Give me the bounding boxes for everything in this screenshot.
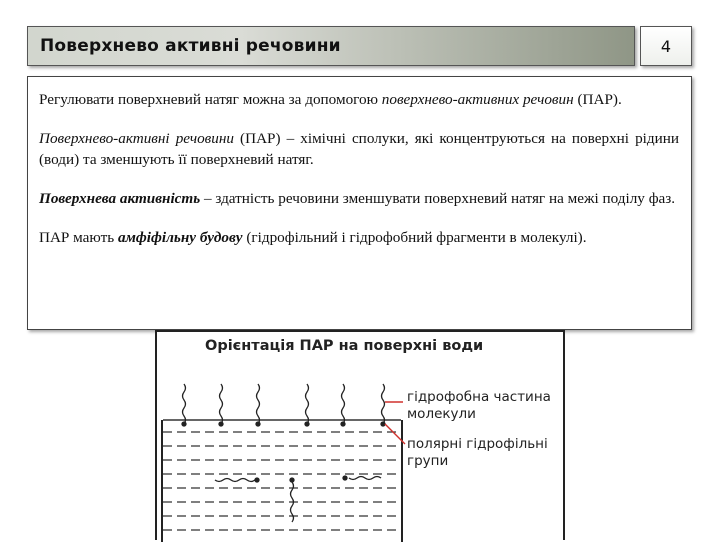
p1-text-c: (ПАР). (573, 91, 622, 108)
slide-title-bar (27, 26, 635, 66)
label-hydrophobic (407, 389, 551, 423)
paragraph-1 (39, 89, 679, 110)
label-polar-line2: групи (407, 453, 449, 469)
paragraph-4 (39, 227, 679, 248)
p4-term: амфіфільну будову (117, 229, 243, 246)
text-content-box (27, 76, 692, 330)
water-surface-lines (163, 420, 401, 530)
page-number: 4 (660, 36, 672, 56)
label-hydrophobic-line2: молекули (407, 406, 476, 422)
p2-term: Поверхнево-активні речовини (39, 130, 234, 147)
figure-title: Орієнтація ПАР на поверхні води (205, 338, 484, 354)
container-vessel (162, 420, 402, 542)
surfactant-orientation-figure (155, 330, 565, 540)
slide-title: Поверхнево активні речовини (40, 36, 341, 56)
p4-text-a: ПАР мають (39, 229, 118, 246)
label-polar-line1: полярні гідрофільні (407, 436, 548, 452)
p1-term: поверхнево-активних речовин (381, 91, 574, 108)
p3-text-b: – здатність речовини зменшувати поверхневий натяг на межі поділу фаз. (200, 190, 676, 207)
p3-term: Поверхнева активність (39, 190, 201, 207)
paragraph-3 (39, 188, 679, 209)
page-number-box (640, 26, 692, 66)
p1-text-a: Регулювати поверхневий натяг можна за допомогою (39, 91, 382, 108)
label-polar (407, 436, 548, 470)
p4-text-c: (гідрофільний і гідрофобний фрагменти в молекулі). (242, 229, 587, 246)
paragraph-2 (39, 128, 679, 170)
label-hydrophobic-line1: гідрофобна частина (407, 389, 551, 405)
p2-text-b: (ПАР) – хімічні сполуки, які концентруються на поверхні рідини (води) та зменшують її поверхневий натяг. (39, 130, 679, 168)
surfactant-molecules (182, 384, 385, 522)
